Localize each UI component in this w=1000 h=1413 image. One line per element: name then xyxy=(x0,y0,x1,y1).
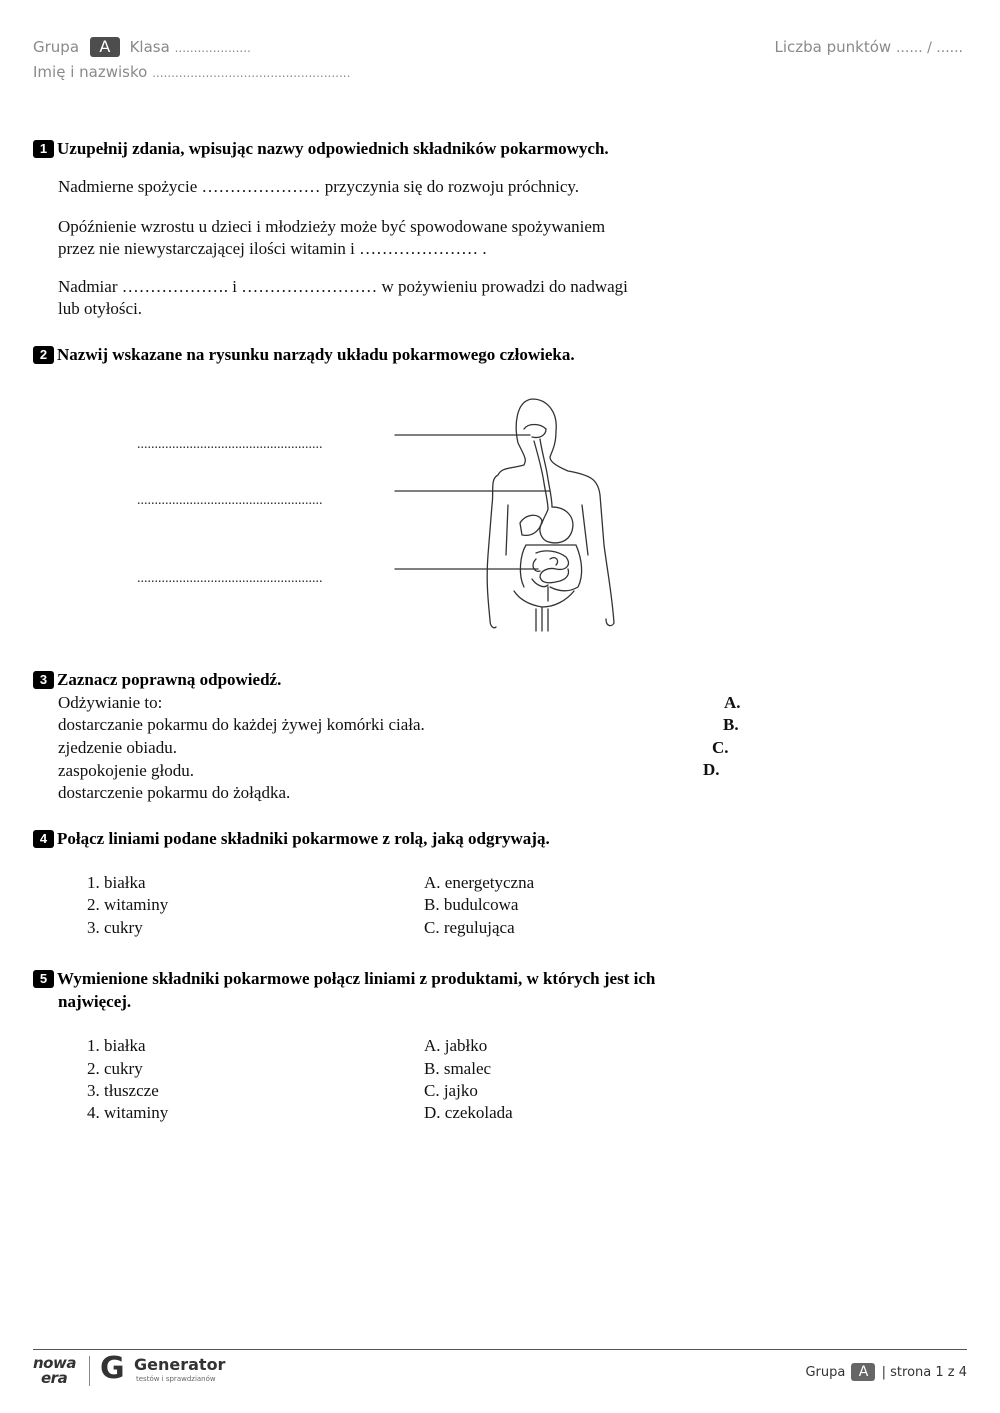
q2-title: Nazwij wskazane na rysunku narządy układu pokarmowego człowieka. xyxy=(57,345,575,364)
q1-sentence-3a: Nadmiar ………………. i …………………… w pożywieniu prowadzi do nadwagi xyxy=(58,277,628,296)
footer-page-number: | strona 1 z 4 xyxy=(881,1365,967,1380)
q1-number: 1 xyxy=(33,140,54,158)
q3-heading xyxy=(33,670,281,690)
q4-left-1: 1. białka xyxy=(87,873,146,892)
q4-right-c: C. regulująca xyxy=(424,918,515,937)
q1-sentence-3b: lub otyłości. xyxy=(58,299,143,318)
footer-group-badge: A xyxy=(851,1363,875,1381)
footer-divider xyxy=(33,1349,967,1350)
name-label: Imię i nazwisko xyxy=(33,63,148,81)
q5-right-b: B. smalec xyxy=(424,1059,492,1078)
generator-g-icon: G xyxy=(100,1351,125,1386)
q3-title: Zaznacz poprawną odpowiedź. xyxy=(57,670,282,689)
footer-page-info xyxy=(805,1363,967,1381)
points-line xyxy=(775,38,964,56)
q1-sentence-1: Nadmierne spożycie ………………… przyczynia się do rozwoju próchnicy. xyxy=(58,177,580,196)
q4-right-b: B. budulcowa xyxy=(424,895,519,914)
q5-heading xyxy=(33,969,655,989)
q4-right-a: A. energetyczna xyxy=(424,873,535,892)
q3-line-2: zjedzenie obiadu. xyxy=(58,738,177,757)
q4-left-2: 2. witaminy xyxy=(87,895,169,914)
organ-blank-2[interactable]: ..................................................... xyxy=(137,493,323,508)
body-outline xyxy=(487,399,614,628)
q2-heading xyxy=(33,345,575,365)
q4-heading xyxy=(33,829,550,849)
points-label: Liczba punktów xyxy=(774,38,892,56)
q5-right-a: A. jabłko xyxy=(424,1036,488,1055)
points-field[interactable]: ...... / ...... xyxy=(895,40,963,56)
q3-number: 3 xyxy=(33,671,54,689)
answer-option-c[interactable]: C. xyxy=(712,738,729,757)
name-line xyxy=(33,63,350,81)
q2-number: 2 xyxy=(33,346,54,364)
footer-group-label: Grupa xyxy=(805,1365,846,1380)
name-field[interactable]: .................................................... xyxy=(152,66,351,80)
q4-title: Połącz liniami podane składniki pokarmowe z rolą, jaką odgrywają. xyxy=(57,829,550,848)
organ-blank-3[interactable]: ..................................................... xyxy=(137,571,323,586)
generator-title: Generator xyxy=(134,1355,226,1374)
q5-left-1: 1. białka xyxy=(87,1036,146,1055)
q1-heading xyxy=(33,139,609,159)
digestive-system-diagram xyxy=(390,395,650,635)
q1-sentence-2b: przez nie niewystarczającej ilości witamin i ………………… . xyxy=(58,239,487,258)
nowa-era-logo xyxy=(33,1356,79,1390)
answer-option-d[interactable]: D. xyxy=(703,760,720,779)
q5-title-b: najwięcej. xyxy=(58,992,132,1011)
class-field[interactable]: .................... xyxy=(174,41,251,55)
q5-left-2: 2. cukry xyxy=(87,1059,143,1078)
q5-number: 5 xyxy=(33,970,54,988)
q1-title: Uzupełnij zdania, wpisując nazwy odpowiednich składników pokarmowych. xyxy=(57,139,609,158)
q5-left-4: 4. witaminy xyxy=(87,1103,169,1122)
logo-nowa: nowa xyxy=(33,1354,76,1372)
stomach xyxy=(540,507,573,543)
q5-right-d: D. czekolada xyxy=(424,1103,513,1122)
q4-number: 4 xyxy=(33,830,54,848)
header-group-line xyxy=(33,37,251,57)
q1-sentence-2a: Opóźnienie wzrostu u dzieci i młodzieży może być spowodowane spożywaniem xyxy=(58,217,606,236)
liver xyxy=(520,515,542,535)
answer-option-b[interactable]: B. xyxy=(723,715,739,734)
answer-option-a[interactable]: A. xyxy=(724,693,741,712)
group-label: Grupa xyxy=(33,38,80,56)
q4-left-3: 3. cukry xyxy=(87,918,143,937)
organ-blank-1[interactable]: ..................................................... xyxy=(137,437,323,452)
group-badge: A xyxy=(90,37,120,57)
logo-era: era xyxy=(41,1369,68,1387)
q5-left-3: 3. tłuszcze xyxy=(87,1081,159,1100)
generator-subtitle: testów i sprawdzianów xyxy=(136,1375,216,1383)
q5-title-a: Wymienione składniki pokarmowe połącz liniami z produktami, w których jest ich xyxy=(57,969,656,988)
class-label: Klasa xyxy=(129,38,170,56)
q3-line-4: dostarczenie pokarmu do żołądka. xyxy=(58,783,291,802)
q3-line-1: dostarczanie pokarmu do każdej żywej komórki ciała. xyxy=(58,715,425,734)
q5-right-c: C. jajko xyxy=(424,1081,478,1100)
q3-line-3: zaspokojenie głodu. xyxy=(58,761,194,780)
logo-separator xyxy=(89,1356,90,1386)
q3-stem: Odżywianie to: xyxy=(58,693,163,712)
